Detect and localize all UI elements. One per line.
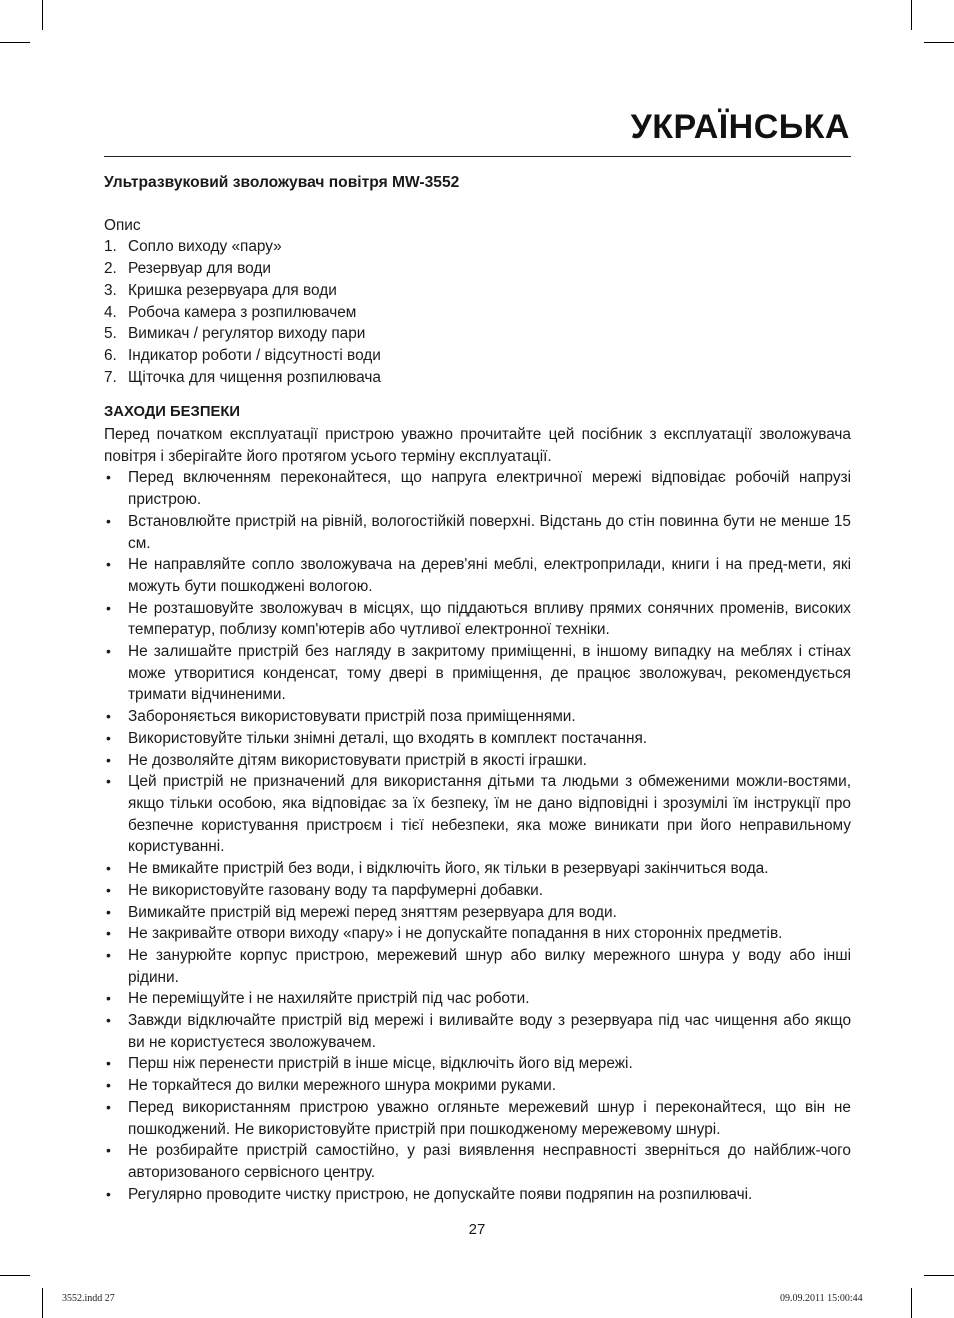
safety-rule-text: Перед використанням пристрою уважно огляньте мережевий шнур і переконайтеся, що він не пошкоджений. Не використовуйте пристрій при пошкодженому мережевому шнурі. (128, 1098, 851, 1138)
bullet-icon: • (106, 643, 111, 660)
safety-rule-text: Завжди відключайте пристрій від мережі і виливайте воду з резервуара під час чищення або якщо ви не користуєтеся зволожувачем. (128, 1012, 851, 1051)
safety-rule-text: Цей пристрій не призначений для використання дітьми та людьми з обмеженими можли-востями, якщо тільки особою, яка відповідає за їх безпеку, їм не дано відповідні і зрозумілі їм інструкції про безпечне користування пристроєм і тієї небезпеки, яка може виникати при його неправильному користуванні. (128, 773, 851, 856)
part-item (104, 280, 851, 302)
page-number: 27 (468, 1221, 486, 1238)
part-item (104, 345, 851, 367)
part-number: 3. (104, 281, 117, 299)
safety-rule (104, 467, 851, 510)
slug-datetime: 09.09.2011 15:00:44 (780, 1293, 863, 1304)
safety-rule (104, 988, 851, 1010)
bullet-icon: • (106, 1055, 111, 1072)
slug-file: 3552.indd 27 (62, 1293, 115, 1304)
part-label: Вимикач / регулятор виходу пари (128, 325, 366, 343)
safety-rule (104, 750, 851, 772)
part-item (104, 323, 851, 345)
bullet-icon: • (106, 1098, 111, 1115)
crop-mark (924, 42, 954, 43)
safety-rule-text: Не дозволяйте дітям використовувати пристрій в якості іграшки. (128, 751, 587, 769)
bullet-icon: • (106, 751, 111, 768)
bullet-icon: • (106, 1012, 111, 1029)
bullet-icon: • (106, 599, 111, 616)
crop-mark (0, 42, 30, 43)
title-divider (104, 156, 851, 157)
bullet-icon: • (106, 708, 111, 725)
part-label: Індикатор роботи / відсутності води (128, 346, 381, 364)
safety-rule (104, 771, 851, 858)
bullet-icon: • (106, 773, 111, 790)
safety-rule-text: Не залишайте пристрій без нагляду в закритому приміщенні, в іншому випадку на меблях і стінах може утворитися конденсат, тому двері в приміщення, де працює зволожувач, рекомендується тримати відчиненими. (128, 643, 851, 704)
bullet-icon: • (106, 556, 111, 573)
safety-rule (104, 554, 851, 597)
crop-mark (911, 0, 912, 30)
crop-mark (42, 1288, 43, 1318)
bullet-icon: • (106, 881, 111, 898)
part-label: Резервуар для води (128, 260, 271, 278)
safety-rules-list (104, 467, 851, 1205)
bullet-icon: • (106, 469, 111, 486)
safety-rule-text: Не переміщуйте і не нахиляйте пристрій під час роботи. (128, 990, 530, 1008)
part-label: Робоча камера з розпилювачем (128, 303, 357, 321)
crop-mark (0, 1275, 30, 1276)
safety-rule (104, 902, 851, 924)
safety-intro: Перед початком експлуатації пристрою уважно прочитайте цей посібник з експлуатації зволожувача повітря і зберігайте його протягом усього терміну експлуатації. (104, 426, 851, 465)
bullet-icon: • (106, 925, 111, 942)
safety-rule-text: Не закривайте отвори виходу «пару» і не допускайте попадання в них сторонніх предметів. (128, 925, 783, 943)
safety-rule-text: Не використовуйте газовану воду та парфумерні добавки. (128, 881, 544, 899)
bullet-icon: • (106, 903, 111, 920)
part-number: 4. (104, 303, 117, 321)
bullet-icon: • (106, 946, 111, 963)
safety-rule (104, 1097, 851, 1140)
safety-rule-text: Використовуйте тільки знімні деталі, що входять в комплект постачання. (128, 729, 648, 747)
part-label: Сопло виходу «пару» (128, 238, 282, 256)
safety-rule (104, 1075, 851, 1097)
safety-rule (104, 1184, 851, 1206)
bullet-icon: • (106, 512, 111, 529)
safety-rule (104, 923, 851, 945)
language-title: УКРАЇНСЬКА (630, 108, 850, 146)
safety-rule (104, 728, 851, 750)
part-number: 5. (104, 325, 117, 343)
bullet-icon: • (106, 1185, 111, 1202)
part-item (104, 258, 851, 280)
bullet-icon: • (106, 990, 111, 1007)
safety-rule-text: Не розташовуйте зволожувач в місцях, що піддаються впливу прямих сонячних променів, високих температур, поблизу комп'ютерів або чутливої електронної техніки. (128, 599, 851, 639)
safety-rule (104, 1140, 851, 1183)
safety-rule-text: Перед включенням переконайтеся, що напруга електричної мережі відповідає робочій напрузі пристрою. (128, 469, 851, 509)
crop-mark (911, 1288, 912, 1318)
safety-rule (104, 858, 851, 880)
safety-rule-text: Не направляйте сопло зволожувача на дерев'яні меблі, електроприлади, книги і на пред-мети, які можуть бути пошкоджені вологою. (128, 556, 851, 595)
part-item (104, 302, 851, 324)
safety-rule (104, 598, 851, 641)
part-label: Щіточка для чищення розпилювача (128, 368, 381, 386)
safety-rule (104, 706, 851, 728)
part-item (104, 367, 851, 389)
part-label: Кришка резервуара для води (128, 281, 337, 299)
parts-list (104, 236, 851, 388)
safety-rule-text: Не вмикайте пристрій без води, і відключіть його, як тільки в резервуарі закінчиться вода. (128, 860, 769, 878)
safety-rule-text: Не занурюйте корпус пристрою, мережевий шнур або вилку мережного шнура у воду або інші рідини. (128, 946, 851, 986)
part-number: 2. (104, 260, 117, 278)
part-number: 6. (104, 346, 117, 364)
part-number: 7. (104, 368, 117, 386)
safety-rule-text: Забороняється використовувати пристрій поза приміщеннями. (128, 708, 576, 726)
safety-rule (104, 945, 851, 988)
safety-rule-text: Регулярно проводите чистку пристрою, не допускайте появи подряпин на розпилювачі. (128, 1185, 753, 1203)
crop-mark (42, 0, 43, 30)
page-content (104, 172, 851, 1205)
safety-rule (104, 511, 851, 554)
safety-rule-text: Перш ніж перенести пристрій в інше місце, відключіть його від мережі. (128, 1055, 633, 1073)
safety-rule-text: Не розбирайте пристрій самостійно, у разі виявлення несправності зверніться до найближ-чого авторизованого сервісного центру. (128, 1142, 851, 1181)
crop-mark (924, 1275, 954, 1276)
safety-rule (104, 880, 851, 902)
bullet-icon: • (106, 860, 111, 877)
part-item (104, 236, 851, 258)
safety-heading: ЗАХОДИ БЕЗПЕКИ (104, 404, 240, 421)
bullet-icon: • (106, 1077, 111, 1094)
bullet-icon: • (106, 1142, 111, 1159)
description-label: Опис (104, 216, 141, 234)
safety-rule-text: Вимикайте пристрій від мережі перед зняттям резервуара для води. (128, 903, 617, 921)
safety-rule (104, 1053, 851, 1075)
safety-rule (104, 641, 851, 706)
safety-rule-text: Встановлюйте пристрій на рівній, вологостійкій поверхні. Відстань до стін повинна бути не менше 15 см. (128, 512, 851, 552)
safety-rule-text: Не торкайтеся до вилки мережного шнура мокрими руками. (128, 1077, 557, 1095)
part-number: 1. (104, 238, 117, 256)
bullet-icon: • (106, 729, 111, 746)
safety-rule (104, 1010, 851, 1053)
document-title: Ультразвуковий зволожувач повітря MW-3552 (104, 174, 460, 191)
